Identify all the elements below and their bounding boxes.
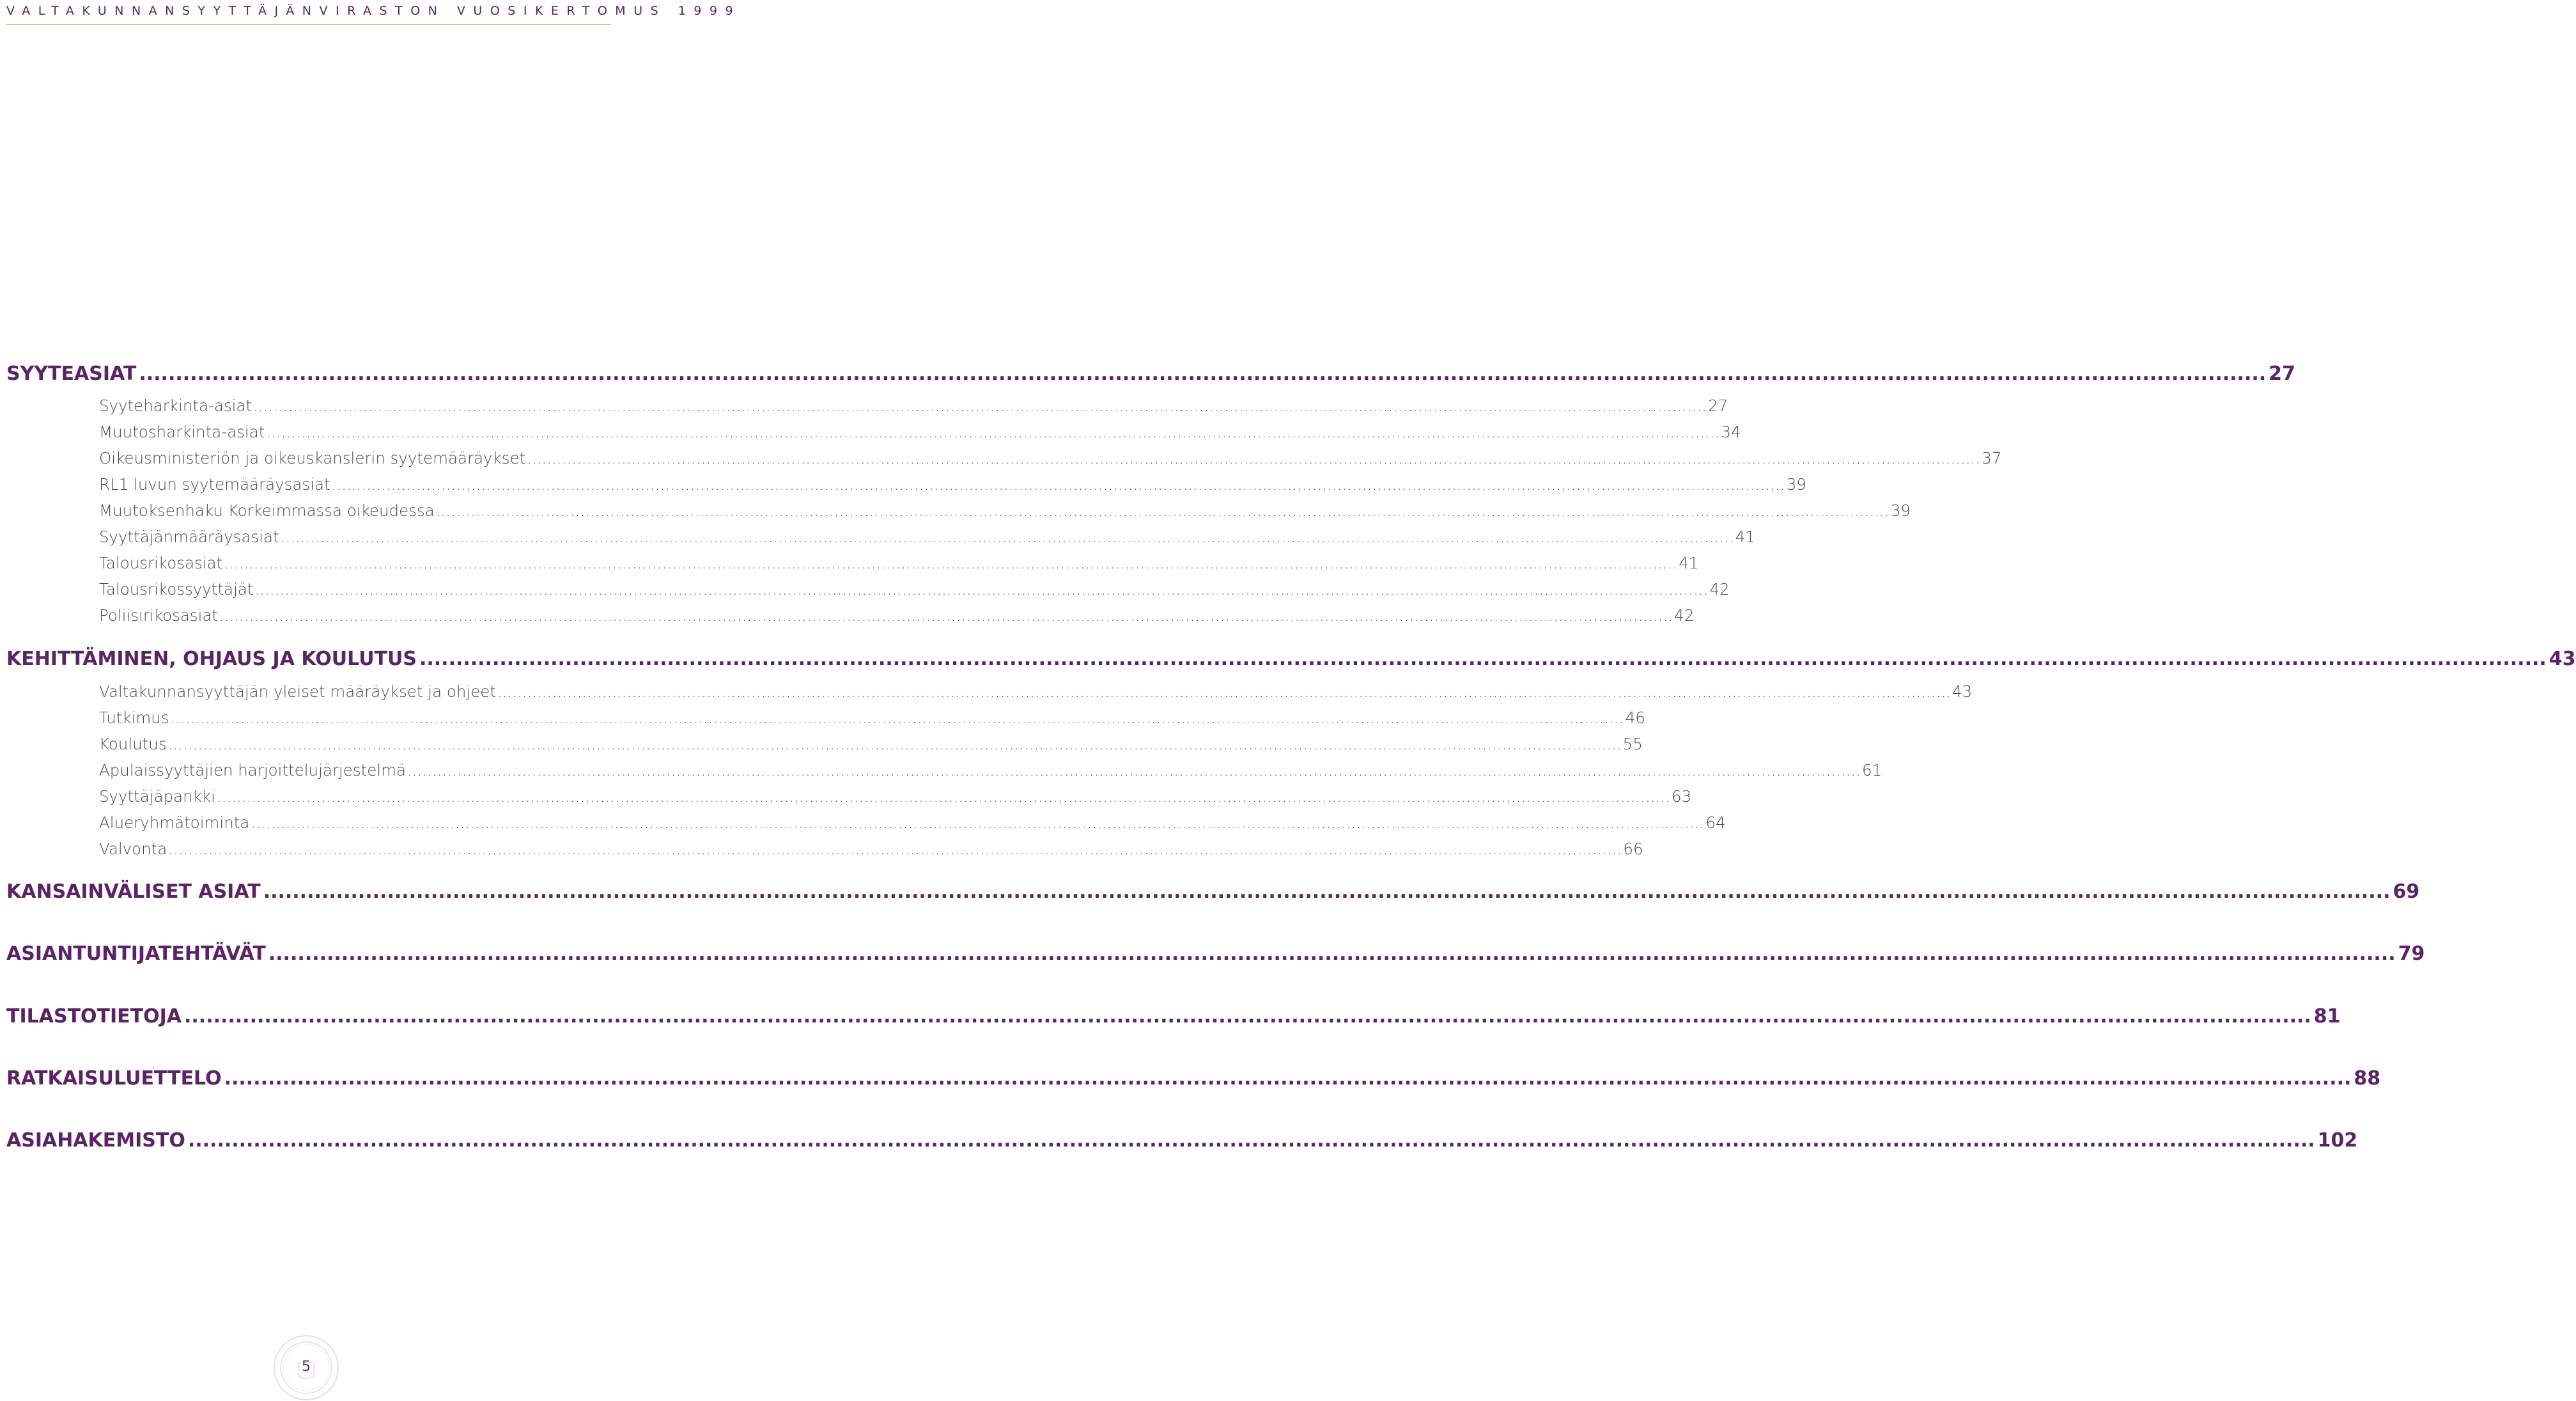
toc-label: Tutkimus (99, 708, 169, 727)
toc-page-number: 43 (2549, 648, 2576, 670)
toc-page-number: 69 (2393, 881, 2420, 903)
dot-leader (268, 943, 2396, 965)
toc-page-number: 42 (1674, 606, 1695, 625)
dot-leader (527, 449, 1980, 467)
toc-page-number: 55 (1622, 735, 1643, 753)
dot-leader (139, 363, 2266, 385)
toc-section-heading[interactable] (6, 648, 2576, 670)
toc-item[interactable] (6, 761, 1882, 779)
toc-item[interactable] (6, 501, 1911, 520)
dot-leader (253, 396, 1707, 415)
toc-item[interactable] (6, 840, 1643, 858)
toc-label: SYYTEASIAT (6, 363, 137, 385)
toc-page-number: 79 (2398, 943, 2425, 965)
toc-item[interactable] (6, 580, 1730, 599)
toc-page-number: 41 (1735, 528, 1755, 546)
dot-leader (407, 761, 1861, 779)
toc-label: Valtakunnansyyttäjän yleiset määräykset ja ohjeet (99, 682, 496, 701)
toc-label: Syyteharkinta-asiat (99, 396, 252, 415)
toc-label: Muutoksenhaku Korkeimmassa oikeudessa (99, 501, 435, 520)
dot-leader (188, 1129, 2315, 1152)
toc-label: KEHITTÄMINEN, OHJAUS JA KOULUTUS (6, 648, 417, 670)
toc-section-heading[interactable] (6, 363, 2295, 385)
dot-leader (168, 735, 1622, 753)
toc-item[interactable] (6, 735, 1643, 753)
toc-item[interactable] (6, 787, 1692, 806)
page-number: 5 (302, 1359, 311, 1375)
toc-section-heading[interactable] (6, 943, 2425, 965)
toc-page-number: 64 (1705, 813, 1726, 832)
toc-label: Syyttäjänmääräysasiat (99, 528, 279, 546)
dot-leader (436, 501, 1889, 520)
toc-label: Apulaissyyttäjien harjoittelujärjestelmä (99, 761, 406, 779)
toc-page-number: 27 (1708, 396, 1728, 415)
toc-label: Oikeusministeriön ja oikeuskanslerin syytemääräykset (99, 449, 526, 467)
toc-item[interactable] (6, 554, 1699, 572)
toc-item[interactable] (6, 682, 1973, 701)
toc-item[interactable] (6, 528, 1755, 546)
dot-leader (332, 475, 1785, 494)
dot-leader (263, 881, 2391, 903)
dot-leader (217, 787, 1670, 806)
toc-label: Muutosharkinta-asiat (99, 423, 265, 441)
toc-section-heading[interactable] (6, 1067, 2381, 1090)
toc-page-number: 34 (1721, 423, 1741, 441)
toc-item[interactable] (6, 475, 1806, 494)
toc-section-heading[interactable] (6, 1005, 2341, 1028)
dot-leader (224, 554, 1677, 572)
toc-item[interactable] (6, 708, 1645, 727)
toc-label: RATKAISULUETTELO (6, 1067, 222, 1090)
toc-label: TILASTOTIETOJA (6, 1005, 182, 1028)
toc-label: ASIAHAKEMISTO (6, 1129, 185, 1152)
toc-item[interactable] (6, 423, 1741, 441)
dot-leader (266, 423, 1719, 441)
dot-leader (251, 813, 1704, 832)
running-header: VALTAKUNNANSYYTTÄJÄNVIRASTON VUOSIKERTOMUS 1999 (6, 4, 741, 18)
toc-label: Talousrikosasiat (99, 554, 223, 572)
toc-page-number: 39 (1890, 501, 1911, 520)
toc-item[interactable] (6, 449, 2002, 467)
toc-page-number: 81 (2313, 1005, 2341, 1028)
dot-leader (254, 580, 1708, 599)
dot-leader (224, 1067, 2352, 1090)
toc-page-number: 41 (1679, 554, 1699, 572)
toc-page-number: 61 (1862, 761, 1882, 779)
dot-leader (419, 648, 2547, 670)
dot-leader (168, 840, 1622, 858)
dot-leader (184, 1005, 2311, 1028)
toc-item[interactable] (6, 396, 1728, 415)
dot-leader (171, 708, 1624, 727)
dot-leader (497, 682, 1951, 701)
toc-label: Alueryhmätoiminta (99, 813, 250, 832)
toc-label: ASIANTUNTIJATEHTÄVÄT (6, 943, 266, 965)
toc-label: Poliisirikosasiat (99, 606, 219, 625)
toc-label: RL1 luvun syytemääräysasiat (99, 475, 330, 494)
toc-page-number: 27 (2269, 363, 2295, 385)
header-rule (6, 24, 611, 25)
toc-label: Talousrikossyyttäjät (99, 580, 254, 599)
toc-page-number: 46 (1625, 708, 1645, 727)
toc-page-number: 88 (2354, 1067, 2381, 1090)
toc-page-number: 42 (1709, 580, 1730, 599)
toc-item[interactable] (6, 606, 1695, 625)
toc-page-number: 102 (2317, 1129, 2358, 1152)
toc-page-number: 39 (1786, 475, 1806, 494)
toc-label: KANSAINVÄLISET ASIAT (6, 881, 261, 903)
toc-page-number: 43 (1952, 682, 1973, 701)
toc-page-number: 37 (1982, 449, 2002, 467)
toc-page-number: 63 (1671, 787, 1692, 806)
toc-label: Koulutus (99, 735, 167, 753)
toc-page-number: 66 (1623, 840, 1643, 858)
toc-section-heading[interactable] (6, 881, 2420, 903)
dot-leader (219, 606, 1673, 625)
dot-leader (281, 528, 1734, 546)
toc-item[interactable] (6, 813, 1726, 832)
toc-label: Valvonta (99, 840, 167, 858)
toc-section-heading[interactable] (6, 1129, 2358, 1152)
toc-label: Syyttäjäpankki (99, 787, 215, 806)
